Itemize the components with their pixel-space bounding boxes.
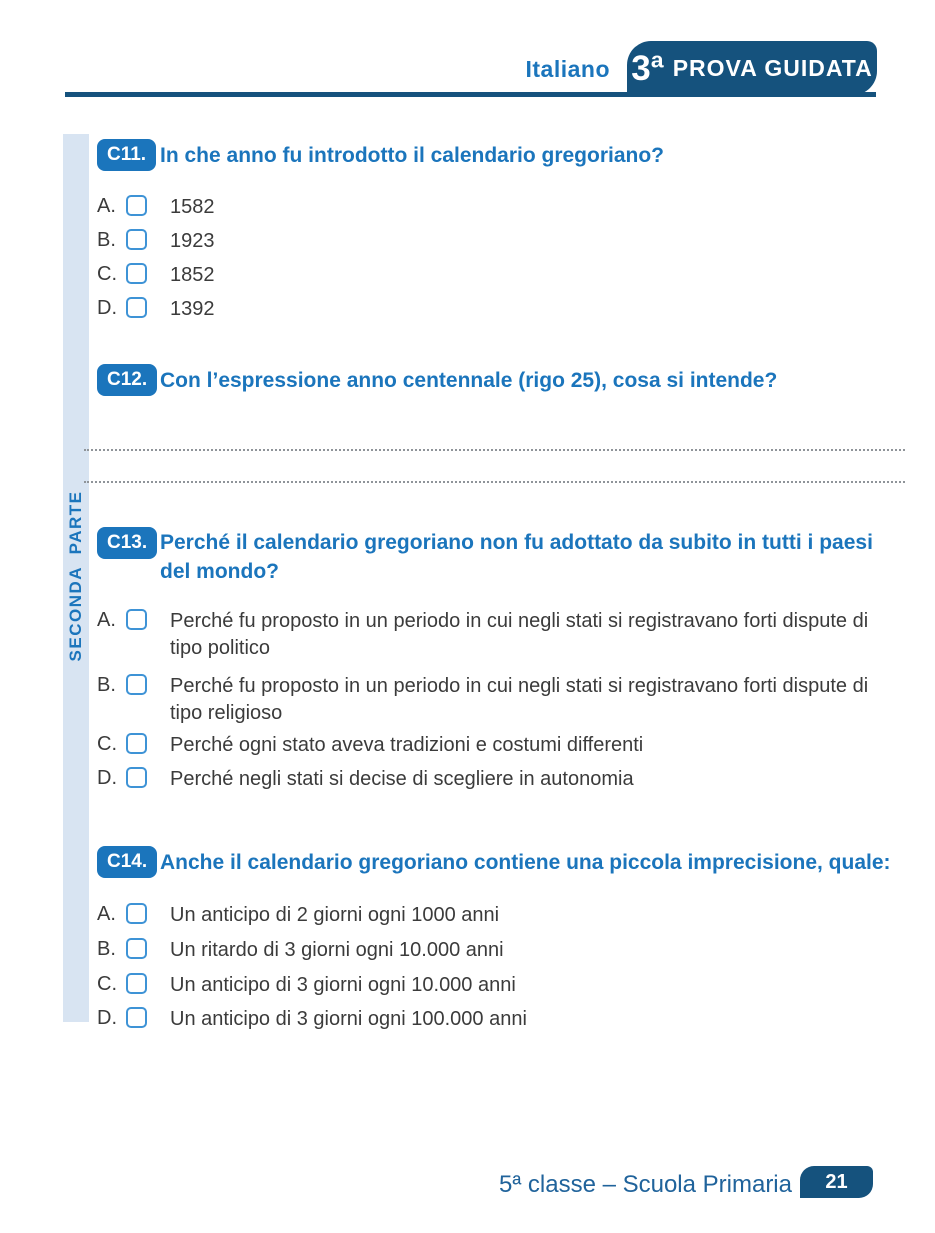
answer-checkbox[interactable] — [126, 767, 147, 788]
footer-class-label: 5ª classe – Scuola Primaria — [498, 1171, 792, 1198]
option-text: 1582 — [170, 196, 215, 218]
answer-checkbox[interactable] — [126, 195, 147, 216]
header-rule — [65, 92, 876, 97]
option-text: Un anticipo di 3 giorni ogni 100.000 anni — [170, 1008, 527, 1030]
answer-checkbox[interactable] — [126, 1007, 147, 1028]
option-row-c14-b — [97, 937, 504, 964]
question-text-c14: Anche il calendario gregoriano contiene una piccola imprecisione, quale: — [160, 851, 891, 874]
question-text-c11: In che anno fu introdotto il calendario gregoriano? — [160, 144, 665, 167]
answer-checkbox[interactable] — [126, 297, 147, 318]
question-text-c13: Perché il calendario gregoriano non fu adottato da subito in tutti i paesi del mondo? — [160, 531, 873, 583]
section-label: SECONDA PARTE — [66, 490, 85, 662]
option-letter: A. — [97, 903, 116, 925]
answer-checkbox[interactable] — [126, 903, 147, 924]
page-number-badge: 21 — [800, 1166, 873, 1198]
option-letter: B. — [97, 938, 116, 960]
option-row-c14-c — [97, 972, 516, 999]
option-text: Perché ogni stato aveva tradizioni e costumi differenti — [170, 734, 644, 756]
question-badge-c12: C12. — [97, 364, 157, 396]
option-row-c14-a — [97, 902, 499, 929]
option-text: Un anticipo di 2 giorni ogni 1000 anni — [170, 904, 500, 926]
option-letter: D. — [97, 1007, 117, 1029]
option-text: Perché negli stati si decise di scegliere in autonomia — [170, 768, 634, 790]
option-row-c11-d — [97, 296, 215, 323]
option-text: Un anticipo di 3 giorni ogni 10.000 anni — [170, 974, 516, 996]
open-answer-line[interactable] — [84, 481, 905, 483]
option-text: 1852 — [170, 264, 215, 286]
option-letter: C. — [97, 973, 117, 995]
option-text: 1392 — [170, 298, 215, 320]
prova-number: 3ª — [631, 48, 664, 88]
answer-checkbox[interactable] — [126, 938, 147, 959]
option-row-c11-a — [97, 194, 215, 221]
answer-checkbox[interactable] — [126, 733, 147, 754]
option-row-c13-c — [97, 732, 905, 759]
option-letter: D. — [97, 767, 117, 789]
option-row-c13-a — [97, 608, 905, 662]
option-text: Perché fu proposto in un periodo in cui negli stati si registravano forti dispute di tipo religioso — [170, 675, 869, 724]
answer-checkbox[interactable] — [126, 263, 147, 284]
option-letter: D. — [97, 297, 117, 319]
option-row-c14-d — [97, 1006, 527, 1033]
question-text-c12: Con l’espressione anno centennale (rigo 25), cosa si intende? — [160, 369, 778, 392]
option-letter: B. — [97, 674, 116, 696]
option-text: Un ritardo di 3 giorni ogni 10.000 anni — [170, 939, 504, 961]
question-badge-c14: C14. — [97, 846, 157, 878]
question-badge-c13: C13. — [97, 527, 157, 559]
option-row-c13-d — [97, 766, 905, 793]
prova-guidata-badge — [627, 41, 877, 95]
answer-checkbox[interactable] — [126, 609, 147, 630]
option-row-c13-b — [97, 673, 905, 727]
option-text: Perché fu proposto in un periodo in cui negli stati si registravano forti dispute di tipo politico — [170, 610, 869, 659]
option-letter: A. — [97, 195, 116, 217]
subject-label: Italiano — [525, 56, 610, 82]
answer-checkbox[interactable] — [126, 229, 147, 250]
option-letter: B. — [97, 229, 116, 251]
prova-label: PROVA GUIDATA — [672, 54, 873, 81]
option-letter: C. — [97, 263, 117, 285]
option-letter: A. — [97, 609, 116, 631]
option-text: 1923 — [170, 230, 215, 252]
answer-checkbox[interactable] — [126, 674, 147, 695]
question-badge-c11: C11. — [97, 139, 156, 171]
answer-checkbox[interactable] — [126, 973, 147, 994]
option-row-c11-c — [97, 262, 215, 289]
option-row-c11-b — [97, 228, 215, 255]
option-letter: C. — [97, 733, 117, 755]
open-answer-line[interactable] — [84, 449, 905, 451]
